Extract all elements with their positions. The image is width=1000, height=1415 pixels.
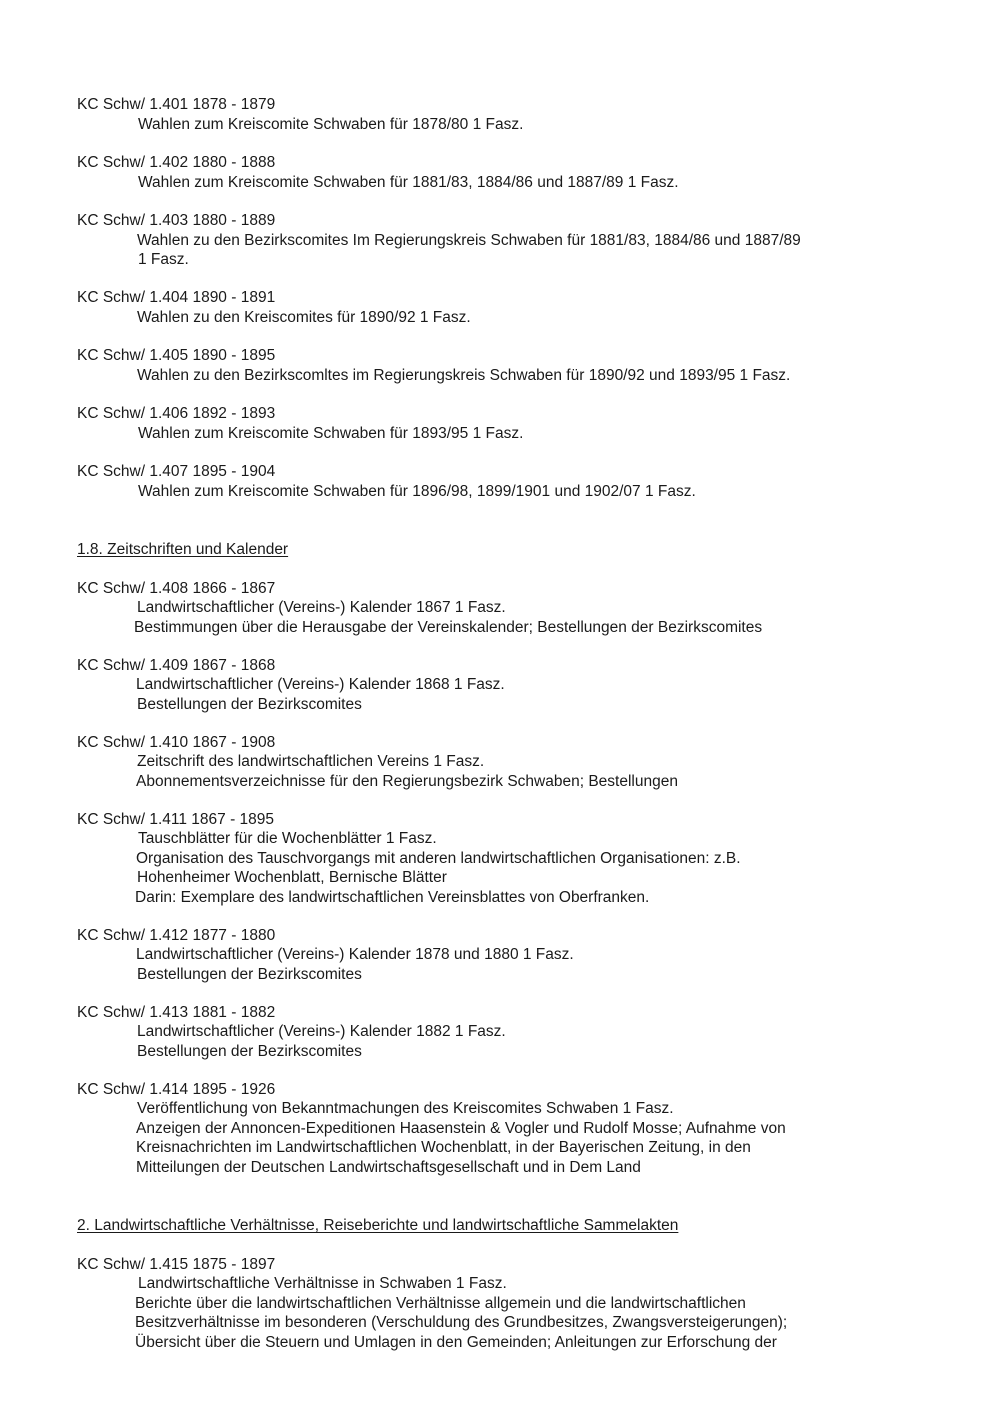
entry-signature: KC Schw/ 1.402 1880 - 1888 [77, 154, 276, 171]
entry-description: Mitteilungen der Deutschen Landwirtschaftsgesellschaft und in Dem Land [136, 1159, 641, 1176]
entry-description: Anzeigen der Annoncen-Expeditionen Haasenstein & Vogler und Rudolf Mosse; Aufnahme von [136, 1120, 786, 1137]
entry-signature: KC Schw/ 1.409 1867 - 1868 [77, 657, 276, 674]
entry-signature: KC Schw/ 1.412 1877 - 1880 [77, 927, 276, 944]
section-heading: 2. Landwirtschaftliche Verhältnisse, Reiseberichte und landwirtschaftliche Sammelakten [77, 1217, 679, 1234]
entry-signature: KC Schw/ 1.413 1881 - 1882 [77, 1004, 276, 1021]
entry-title-continued: 1 Fasz. [138, 251, 189, 268]
entry-title: Tauschblätter für die Wochenblätter 1 Fasz. [138, 830, 437, 847]
entry-signature: KC Schw/ 1.405 1890 - 1895 [77, 347, 276, 364]
entry-description: Hohenheimer Wochenblatt, Bernische Blätter [137, 869, 447, 886]
entry-title: Wahlen zu den Bezirkscomltes im Regierungskreis Schwaben für 1890/92 und 1893/95 1 Fasz. [137, 367, 791, 384]
entry-signature: KC Schw/ 1.410 1867 - 1908 [77, 734, 276, 751]
entry-description: Bestimmungen über die Herausgabe der Vereinskalender; Bestellungen der Bezirkscomites [134, 619, 763, 636]
entry-description: Besitzverhältnisse im besonderen (Verschuldung des Grundbesitzes, Zwangsversteigerungen); [135, 1314, 788, 1331]
entry-title: Landwirtschaftliche Verhältnisse in Schwaben 1 Fasz. [138, 1275, 507, 1292]
entry-signature: KC Schw/ 1.408 1866 - 1867 [77, 580, 276, 597]
entry-description: Organisation des Tauschvorgangs mit anderen landwirtschaftlichen Organisationen: z.B. [136, 850, 741, 867]
entry-description: Bestellungen der Bezirkscomites [137, 966, 362, 983]
entry-title: Zeitschrift des landwirtschaftlichen Vereins 1 Fasz. [137, 753, 485, 770]
entry-signature: KC Schw/ 1.401 1878 - 1879 [77, 96, 276, 113]
entry-title: Wahlen zu den Kreiscomites für 1890/92 1 Fasz. [137, 309, 471, 326]
entry-description: Übersicht über die Steuern und Umlagen in den Gemeinden; Anleitungen zur Erforschung der [135, 1334, 777, 1351]
entry-description: Darin: Exemplare des landwirtschaftlichen Vereinsblattes von Oberfranken. [135, 889, 650, 906]
entry-signature: KC Schw/ 1.411 1867 - 1895 [77, 811, 275, 828]
entry-title: Landwirtschaftlicher (Vereins-) Kalender 1867 1 Fasz. [137, 599, 506, 616]
entry-title: Landwirtschaftlicher (Vereins-) Kalender 1878 und 1880 1 Fasz. [136, 946, 574, 963]
entry-description: Kreisnachrichten im Landwirtschaftlichen Wochenblatt, in der Bayerischen Zeitung, in den [136, 1139, 751, 1156]
entry-title: Wahlen zum Kreiscomite Schwaben für 1893/95 1 Fasz. [138, 425, 524, 442]
entry-description: Bestellungen der Bezirkscomites [137, 696, 362, 713]
entry-signature: KC Schw/ 1.404 1890 - 1891 [77, 289, 276, 306]
entry-title: Wahlen zum Kreiscomite Schwaben für 1881/83, 1884/86 und 1887/89 1 Fasz. [138, 174, 679, 191]
entry-title: Wahlen zu den Bezirkscomites Im Regierungskreis Schwaben für 1881/83, 1884/86 und 1887/89 [137, 232, 801, 249]
section-heading: 1.8. Zeitschriften und Kalender [77, 541, 289, 558]
entry-signature: KC Schw/ 1.407 1895 - 1904 [77, 463, 276, 480]
entry-title: Landwirtschaftlicher (Vereins-) Kalender 1868 1 Fasz. [136, 676, 505, 693]
entry-signature: KC Schw/ 1.403 1880 - 1889 [77, 212, 276, 229]
entry-description: Abonnementsverzeichnisse für den Regierungsbezirk Schwaben; Bestellungen [136, 773, 678, 790]
entry-title: Wahlen zum Kreiscomite Schwaben für 1896/98, 1899/1901 und 1902/07 1 Fasz. [138, 483, 696, 500]
entry-title: Landwirtschaftlicher (Vereins-) Kalender 1882 1 Fasz. [137, 1023, 506, 1040]
entry-title: Wahlen zum Kreiscomite Schwaben für 1878/80 1 Fasz. [138, 116, 524, 133]
entry-signature: KC Schw/ 1.414 1895 - 1926 [77, 1081, 276, 1098]
entry-signature: KC Schw/ 1.415 1875 - 1897 [77, 1256, 276, 1273]
entry-description: Berichte über die landwirtschaftlichen Verhältnisse allgemein und die landwirtschaftlichen [135, 1295, 746, 1312]
entry-title: Veröffentlichung von Bekanntmachungen des Kreiscomites Schwaben 1 Fasz. [137, 1100, 674, 1117]
entry-description: Bestellungen der Bezirkscomites [137, 1043, 362, 1060]
entry-signature: KC Schw/ 1.406 1892 - 1893 [77, 405, 276, 422]
